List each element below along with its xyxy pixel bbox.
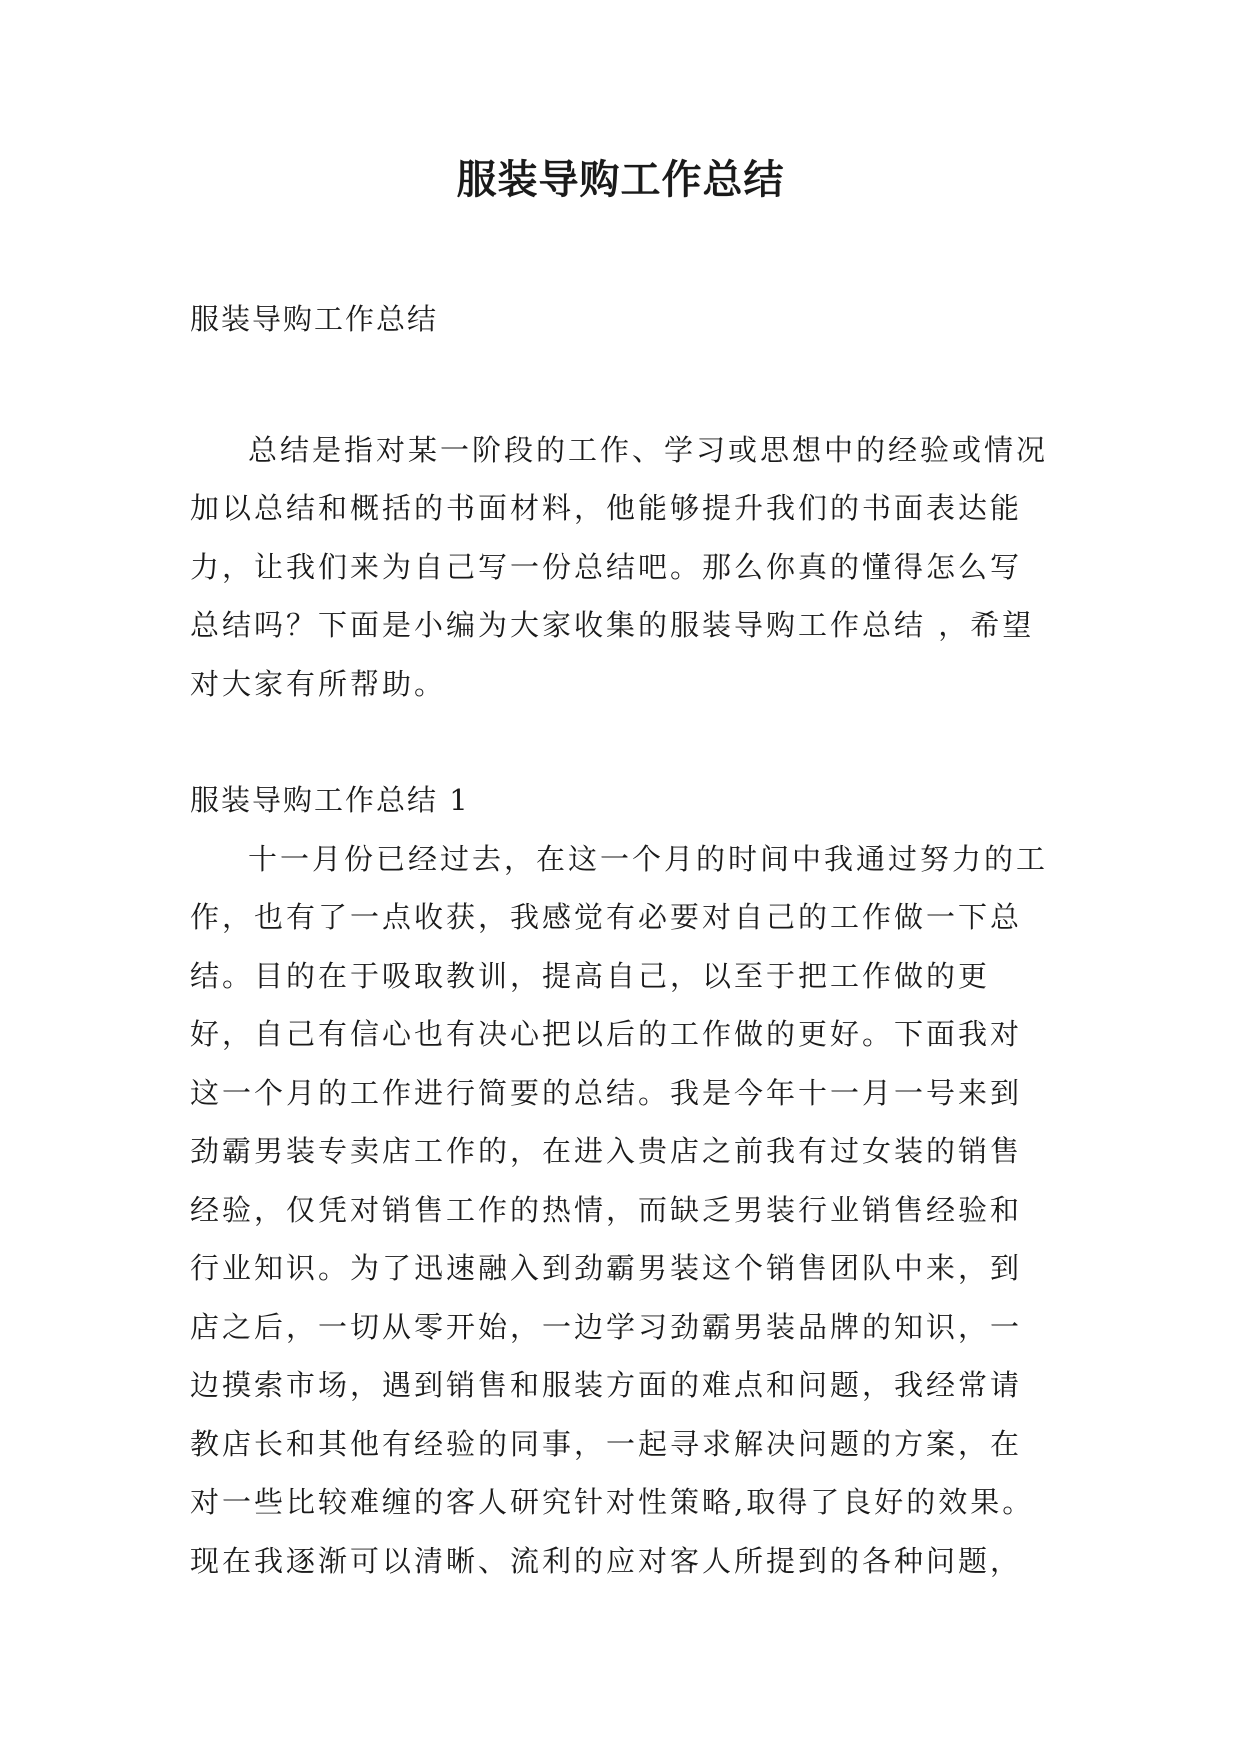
- document-title: 服装导购工作总结: [456, 157, 785, 203]
- spacer: [190, 713, 1050, 771]
- section-paragraph: 十一月份已经过去，在这一个月的时间中我通过努力的工作，也有了一点收获，我感觉有必要对自己的工作做一下总结。目的在于吸取教训，提高自己，以至于把工作做的更好，自己有信心也有决心把以后的工作做的更好。下面我对这一个月的工作进行简要的总结。我是今年十一月一号来到劲霸男装专卖店工作的，在进入贵店之前我有过女装的销售经验，仅凭对销售工作的热情，而缺乏男装行业销售经验和行业知识。为了迅速融入到劲霸男装这个销售团队中来，到店之后，一切从零开始，一边学习劲霸男装品牌的知识，一边摸索市场，遇到销售和服装方面的难点和问题，我经常请教店长和其他有经验的同事，一起寻求解决问题的方案，在对一些比较难缠的客人研究针对性策略,取得了良好的效果。现在我逐渐可以清晰、流利的应对客人所提到的各种问题，: [190, 841, 1049, 1578]
- section-heading: 服装导购工作总结 1: [190, 783, 470, 817]
- document-subtitle: 服装导购工作总结: [190, 302, 439, 336]
- intro-paragraph: 总结是指对某一阶段的工作、学习或思想中的经验或情况加以总结和概括的书面材料，他能够提升我们的书面表达能力，让我们来为自己写一份总结吧。那么你真的懂得怎么写总结吗？下面是小编为大家收集的服装导购工作总结 ，希望对大家有所帮助。: [190, 432, 1049, 701]
- document-body: [190, 290, 1050, 1590]
- spacer: [190, 349, 1050, 421]
